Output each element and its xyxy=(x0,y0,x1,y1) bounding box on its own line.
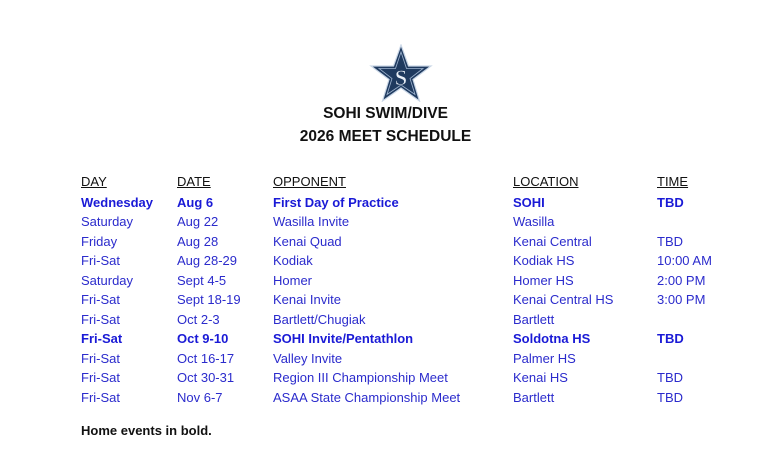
logo-letter: S xyxy=(394,65,408,90)
cell-location: SOHI xyxy=(513,194,545,210)
cell-date: Oct 9-10 xyxy=(177,331,229,346)
cell-time: TBD xyxy=(657,331,684,346)
schedule-title: SOHI SWIM/DIVE xyxy=(323,105,448,122)
cell-opponent: Homer xyxy=(273,272,313,288)
cell-opponent: Bartlett/Chugiak xyxy=(273,311,366,327)
cell-opponent: Region III Championship Meet xyxy=(273,370,448,385)
table-row xyxy=(81,251,741,271)
cell-location: Homer HS xyxy=(513,272,574,288)
cell-opponent: First Day of Practice xyxy=(273,194,399,210)
cell-time: TBD xyxy=(657,370,683,385)
cell-day: Saturday xyxy=(81,272,134,288)
cell-date: Oct 2-3 xyxy=(177,311,220,327)
table-row xyxy=(81,388,741,408)
cell-day: Fri-Sat xyxy=(81,253,120,268)
cell-opponent: Kenai Invite xyxy=(273,292,341,307)
header-day: DAY xyxy=(81,174,107,189)
cell-day: Friday xyxy=(81,233,118,249)
table-row xyxy=(81,193,741,213)
cell-location: Bartlett xyxy=(513,389,555,405)
cell-date: Sept 4-5 xyxy=(177,272,227,288)
cell-day: Fri-Sat xyxy=(81,389,120,405)
cell-time: TBD xyxy=(657,389,683,405)
table-row xyxy=(81,310,741,330)
header-time: TIME xyxy=(657,174,689,189)
cell-day: Fri-Sat xyxy=(81,311,120,327)
header-opponent: OPPONENT xyxy=(273,174,346,189)
cell-location: Wasilla xyxy=(513,214,555,229)
school-star-logo xyxy=(369,44,433,102)
cell-date: Aug 22 xyxy=(177,214,219,229)
cell-day: Wednesday xyxy=(81,194,154,210)
table-row xyxy=(81,290,741,310)
cell-day: Fri-Sat xyxy=(81,370,120,385)
cell-day: Fri-Sat xyxy=(81,292,120,307)
schedule-subtitle: 2026 MEET SCHEDULE xyxy=(299,128,472,145)
header-location: LOCATION xyxy=(513,174,579,189)
header-date: DATE xyxy=(177,174,211,189)
cell-opponent: Kodiak xyxy=(273,253,313,268)
cell-location: Kenai Central xyxy=(513,233,592,249)
cell-location: Bartlett xyxy=(513,311,555,327)
cell-date: Oct 30-31 xyxy=(177,370,235,385)
meet-schedule-table xyxy=(81,172,741,407)
cell-location: Kodiak HS xyxy=(513,253,575,268)
table-row xyxy=(81,232,741,252)
cell-day: Fri-Sat xyxy=(81,350,120,366)
cell-opponent: Kenai Quad xyxy=(273,233,342,249)
cell-location: Soldotna HS xyxy=(513,331,591,346)
cell-location: Kenai Central HS xyxy=(513,292,614,307)
cell-location: Kenai HS xyxy=(513,370,568,385)
cell-date: Oct 16-17 xyxy=(177,350,235,366)
cell-time: 10:00 AM xyxy=(657,253,712,268)
table-row xyxy=(81,212,741,232)
cell-opponent: SOHI Invite/Pentathlon xyxy=(273,331,414,346)
cell-location: Palmer HS xyxy=(513,350,576,366)
cell-opponent: Valley Invite xyxy=(273,350,343,366)
table-header-row xyxy=(81,172,741,192)
cell-time: TBD xyxy=(657,233,683,249)
table-row xyxy=(81,329,741,349)
cell-time: 2:00 PM xyxy=(657,272,706,288)
cell-day: Saturday xyxy=(81,214,134,229)
footnote: Home events in bold. xyxy=(81,423,212,438)
table-row xyxy=(81,349,741,369)
table-row xyxy=(81,271,741,291)
table-body xyxy=(81,193,741,408)
cell-date: Sept 18-19 xyxy=(177,292,241,307)
cell-date: Aug 6 xyxy=(177,194,214,210)
cell-opponent: Wasilla Invite xyxy=(273,214,350,229)
cell-date: Aug 28 xyxy=(177,233,219,249)
cell-date: Aug 28-29 xyxy=(177,253,237,268)
cell-time: 3:00 PM xyxy=(657,292,706,307)
cell-date: Nov 6-7 xyxy=(177,389,223,405)
table-row xyxy=(81,368,741,388)
cell-opponent: ASAA State Championship Meet xyxy=(273,389,461,405)
cell-day: Fri-Sat xyxy=(81,331,123,346)
cell-time: TBD xyxy=(657,194,684,210)
